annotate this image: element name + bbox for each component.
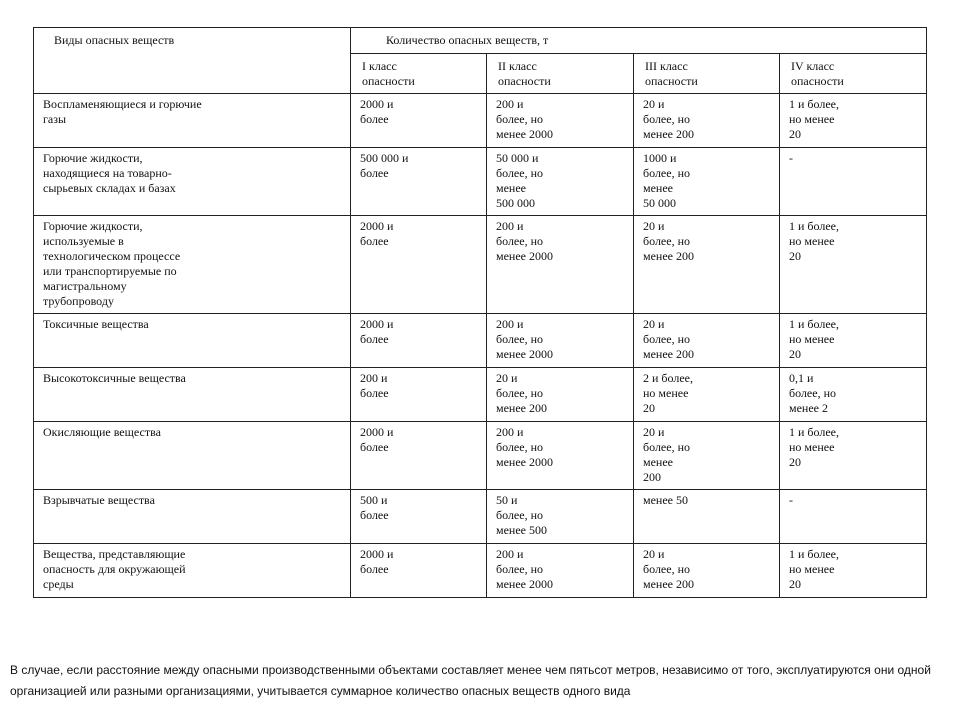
- quantity-class-1-cell: 500 000 и более: [351, 148, 487, 216]
- quantity-class-1-cell: 200 и более: [351, 368, 487, 422]
- header-class-2: II класс опасности: [487, 54, 634, 94]
- table-row: [34, 148, 927, 216]
- substance-kind-cell: Высокотоксичные вещества: [34, 368, 351, 422]
- substance-kind-cell: Взрывчатые вещества: [34, 490, 351, 544]
- header-kind: Виды опасных веществ: [34, 28, 351, 94]
- header-class-3: III класс опасности: [634, 54, 780, 94]
- quantity-class-4-cell: 1 и более, но менее 20: [780, 314, 927, 368]
- table-row: [34, 314, 927, 368]
- quantity-class-4-cell: 1 и более, но менее 20: [780, 216, 927, 314]
- quantity-class-3-cell: 1000 и более, но менее 50 000: [634, 148, 780, 216]
- quantity-class-2-cell: 200 и более, но менее 2000: [487, 422, 634, 490]
- quantity-class-1-cell: 2000 и более: [351, 94, 487, 148]
- quantity-class-2-cell: 200 и более, но менее 2000: [487, 216, 634, 314]
- hazard-substances-table: [33, 27, 927, 598]
- header-class-1: I класс опасности: [351, 54, 487, 94]
- quantity-class-2-cell: 50 000 и более, но менее 500 000: [487, 148, 634, 216]
- quantity-class-2-cell: 200 и более, но менее 2000: [487, 314, 634, 368]
- quantity-class-2-cell: 20 и более, но менее 200: [487, 368, 634, 422]
- substance-kind-cell: Окисляющие вещества: [34, 422, 351, 490]
- substance-kind-cell: Горючие жидкости, используемые в технологическом процессе или транспортируемые по магистральному трубопроводу: [34, 216, 351, 314]
- quantity-class-4-cell: -: [780, 148, 927, 216]
- quantity-class-4-cell: 1 и более, но менее 20: [780, 544, 927, 598]
- quantity-class-4-cell: -: [780, 490, 927, 544]
- quantity-class-1-cell: 2000 и более: [351, 314, 487, 368]
- quantity-class-4-cell: 1 и более, но менее 20: [780, 422, 927, 490]
- substance-kind-cell: Токсичные вещества: [34, 314, 351, 368]
- substance-kind-cell: Вещества, представляющие опасность для окружающей среды: [34, 544, 351, 598]
- quantity-class-2-cell: 200 и более, но менее 2000: [487, 94, 634, 148]
- quantity-class-3-cell: 20 и более, но менее 200: [634, 422, 780, 490]
- quantity-class-1-cell: 500 и более: [351, 490, 487, 544]
- quantity-class-3-cell: 2 и более, но менее 20: [634, 368, 780, 422]
- quantity-class-1-cell: 2000 и более: [351, 216, 487, 314]
- hazard-substances-table-container: [33, 27, 926, 598]
- table-row: [34, 422, 927, 490]
- header-row-top: [34, 28, 927, 54]
- quantity-class-4-cell: 0,1 и более, но менее 2: [780, 368, 927, 422]
- table-row: [34, 490, 927, 544]
- quantity-class-3-cell: 20 и более, но менее 200: [634, 94, 780, 148]
- quantity-class-3-cell: менее 50: [634, 490, 780, 544]
- quantity-class-1-cell: 2000 и более: [351, 422, 487, 490]
- quantity-class-1-cell: 2000 и более: [351, 544, 487, 598]
- quantity-class-3-cell: 20 и более, но менее 200: [634, 314, 780, 368]
- table-row: [34, 368, 927, 422]
- table-body: [34, 94, 927, 598]
- table-row: [34, 544, 927, 598]
- footnote-text: В случае, если расстояние между опасными производственными объектами составляет менее чем пятьсот метров, независимо от того, эксплуатируются они одной организацией или разными организациями, учитывается суммарное количество опасных веществ одного вида: [10, 663, 931, 698]
- table-row: [34, 94, 927, 148]
- header-class-4: IV класс опасности: [780, 54, 927, 94]
- quantity-class-2-cell: 200 и более, но менее 2000: [487, 544, 634, 598]
- substance-kind-cell: Воспламеняющиеся и горючие газы: [34, 94, 351, 148]
- quantity-class-2-cell: 50 и более, но менее 500: [487, 490, 634, 544]
- table-row: [34, 216, 927, 314]
- quantity-class-4-cell: 1 и более, но менее 20: [780, 94, 927, 148]
- quantity-class-3-cell: 20 и более, но менее 200: [634, 544, 780, 598]
- substance-kind-cell: Горючие жидкости, находящиеся на товарно- сырьевых складах и базах: [34, 148, 351, 216]
- header-quantity: Количество опасных веществ, т: [351, 28, 927, 54]
- quantity-class-3-cell: 20 и более, но менее 200: [634, 216, 780, 314]
